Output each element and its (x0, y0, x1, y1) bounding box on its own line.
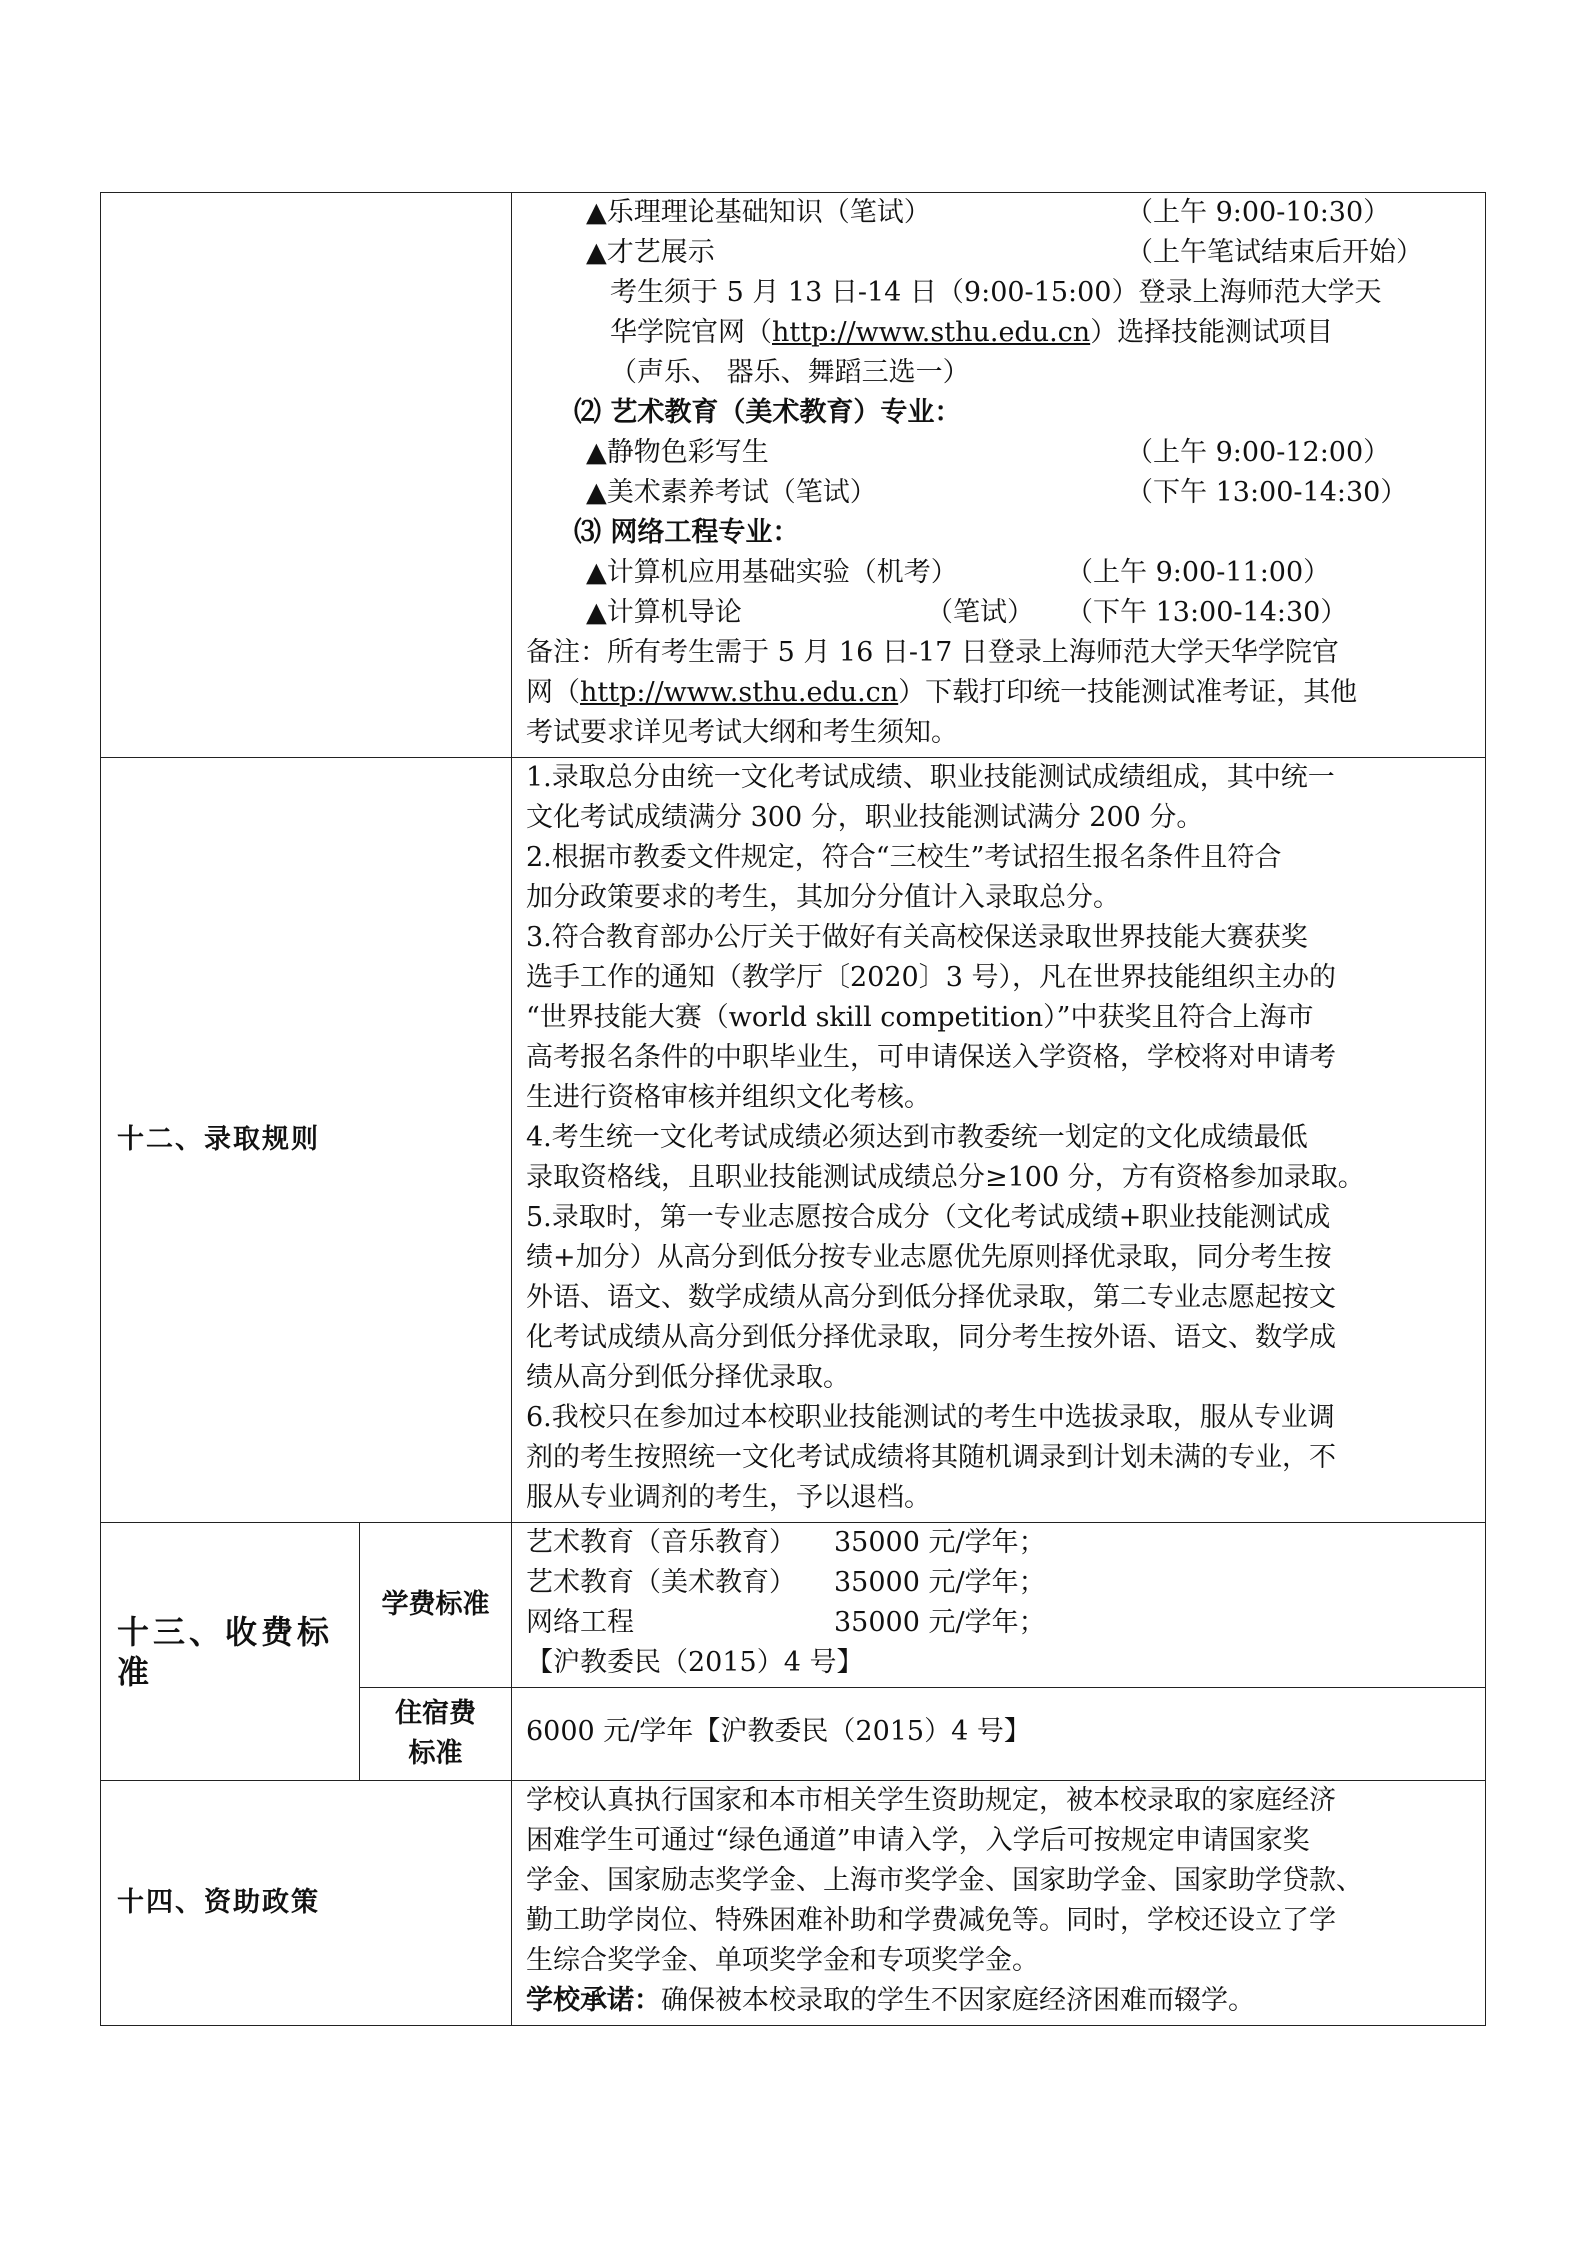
admission-rule-line: 录取资格线，且职业技能测试成绩总分≥100 分，方有资格参加录取。 (526, 1162, 1365, 1193)
admission-rule-line: “世界技能大赛（world skill competition）”中获奖且符合上海市 (526, 1002, 1314, 1033)
college-website-link[interactable]: http://www.sthu.edu.cn (772, 317, 1091, 348)
admission-rule-line: 2.根据市教委文件规定，符合“三校生”考试招生报名条件且符合 (526, 842, 1282, 873)
row-skill-test (101, 193, 1486, 758)
music-note-line1: 考生须于 5 月 13 日-14 日（9:00-15:00）登录上海师范大学天 (610, 277, 1382, 308)
fine-art-heading: ⑵ 艺术教育（美术教育）专业： (574, 397, 962, 428)
row-financial-aid (101, 1781, 1486, 2026)
financial-aid-line: 学校认真执行国家和本市相关学生资助规定，被本校录取的家庭经济 (526, 1785, 1336, 1816)
admission-rule-line: 5.录取时，第一专业志愿按合成分（文化考试成绩+职业技能测试成 (526, 1202, 1331, 1233)
remark-line1: 备注：所有考生需于 5 月 16 日-17 日登录上海师范大学天华学院官 (526, 637, 1339, 668)
music-note-line3: （声乐、 器乐、舞蹈三选一） (610, 357, 970, 388)
financial-aid-line: 生综合奖学金、单项奖学金和专项奖学金。 (526, 1945, 1039, 1976)
tuition-item-fine-art: 艺术教育（美术教育） 35000 元/学年； (526, 1567, 1046, 1598)
admission-rule-line: 绩+加分）从高分到低分按专业志愿优先原则择优录取，同分考生按 (526, 1242, 1332, 1273)
row-fees-tuition (101, 1523, 1486, 1688)
row-admission-rules (101, 758, 1486, 1523)
remark-website-link[interactable]: http://www.sthu.edu.cn (580, 677, 899, 708)
financial-aid-label: 十四、资助政策 (101, 1781, 512, 2026)
admission-rule-line: 6.我校只在参加过本校职业技能测试的考生中选拔录取，服从专业调 (526, 1402, 1335, 1433)
financial-aid-content (512, 1781, 1486, 2026)
skill-test-content (512, 193, 1486, 758)
admission-rule-line: 3.符合教育部办公厅关于做好有关高校保送录取世界技能大赛获奖 (526, 922, 1308, 953)
fine-item-literacy: ▲美术素养考试（笔试） （下午 13:00-14:30） (586, 477, 1408, 508)
enrollment-table (100, 192, 1486, 2026)
admission-rule-line: 外语、语文、数学成绩从高分到低分择优录取，第二专业志愿起按文 (526, 1282, 1336, 1313)
tuition-item-network: 网络工程 35000 元/学年； (526, 1607, 1046, 1638)
fine-item-painting: ▲静物色彩写生 （上午 9:00-12:00） (586, 437, 1391, 468)
financial-aid-text (526, 1781, 1475, 1981)
admission-rule-line: 1.录取总分由统一文化考试成绩、职业技能测试成绩组成，其中统一 (526, 762, 1335, 793)
admission-rule-line: 生进行资格审核并组织文化考核。 (526, 1082, 931, 1113)
network-heading: ⑶ 网络工程专业： (574, 517, 800, 548)
financial-aid-line: 困难学生可通过“绿色通道”申请入学，入学后可按规定申请国家奖 (526, 1825, 1310, 1856)
fees-label: 十三、收费标准 (101, 1523, 360, 1781)
dorm-fee-text: 6000 元/学年【沪教委民（2015）4 号】 (526, 1716, 1031, 1747)
music-item-theory: ▲乐理理论基础知识（笔试） （上午 9:00-10:30） (586, 197, 1391, 228)
tuition-reference: 【沪教委民（2015）4 号】 (526, 1647, 864, 1678)
admission-rules-text (526, 758, 1475, 1518)
admission-rule-line: 选手工作的通知（教学厅〔2020〕3 号），凡在世界技能组织主办的 (526, 962, 1336, 993)
dorm-label: 住宿费 标准 (360, 1688, 512, 1781)
financial-aid-line: 勤工助学岗位、特殊困难补助和学费减免等。同时，学校还设立了学 (526, 1905, 1336, 1936)
network-item-intro: ▲计算机导论 （笔试） （下午 13:00-14:30） (586, 597, 1348, 628)
admission-rule-line: 剂的考生按照统一文化考试成绩将其随机调录到计划未满的专业，不 (526, 1442, 1336, 1473)
admission-rules-label: 十二、录取规则 (101, 758, 512, 1523)
tuition-content (512, 1523, 1486, 1688)
remark-line2: 网（http://www.sthu.edu.cn）下载打印统一技能测试准考证，其他 (526, 677, 1358, 708)
tuition-label: 学费标准 (360, 1523, 512, 1688)
promise-text: 确保被本校录取的学生不因家庭经济困难而辍学。 (661, 1985, 1255, 2016)
skill-test-label-cell (101, 193, 512, 758)
admission-rule-line: 高考报名条件的中职毕业生，可申请保送入学资格，学校将对申请考 (526, 1042, 1336, 1073)
admission-rule-line: 化考试成绩从高分到低分择优录取，同分考生按外语、语文、数学成 (526, 1322, 1336, 1353)
music-item-talent: ▲才艺展示 （上午笔试结束后开始） (586, 237, 1423, 268)
admission-rules-content (512, 758, 1486, 1523)
admission-rule-line: 绩从高分到低分择优录取。 (526, 1362, 850, 1393)
music-note-line2: 华学院官网（http://www.sthu.edu.cn）选择技能测试项目 (610, 317, 1334, 348)
admission-rule-line: 服从专业调剂的考生，予以退档。 (526, 1482, 931, 1513)
remark-line3: 考试要求详见考试大纲和考生须知。 (526, 717, 958, 748)
tuition-item-music: 艺术教育（音乐教育） 35000 元/学年； (526, 1527, 1046, 1558)
dorm-content (512, 1688, 1486, 1781)
admission-rule-line: 加分政策要求的考生，其加分分值计入录取总分。 (526, 882, 1120, 913)
admission-rule-line: 4.考生统一文化考试成绩必须达到市教委统一划定的文化成绩最低 (526, 1122, 1308, 1153)
promise-label: 学校承诺： (526, 1985, 661, 2016)
admission-rule-line: 文化考试成绩满分 300 分，职业技能测试满分 200 分。 (526, 802, 1204, 833)
school-promise (526, 1981, 1475, 2021)
network-item-lab: ▲计算机应用基础实验（机考） （上午 9:00-11:00） (586, 557, 1331, 588)
financial-aid-line: 学金、国家励志奖学金、上海市奖学金、国家助学金、国家助学贷款、 (526, 1865, 1363, 1896)
